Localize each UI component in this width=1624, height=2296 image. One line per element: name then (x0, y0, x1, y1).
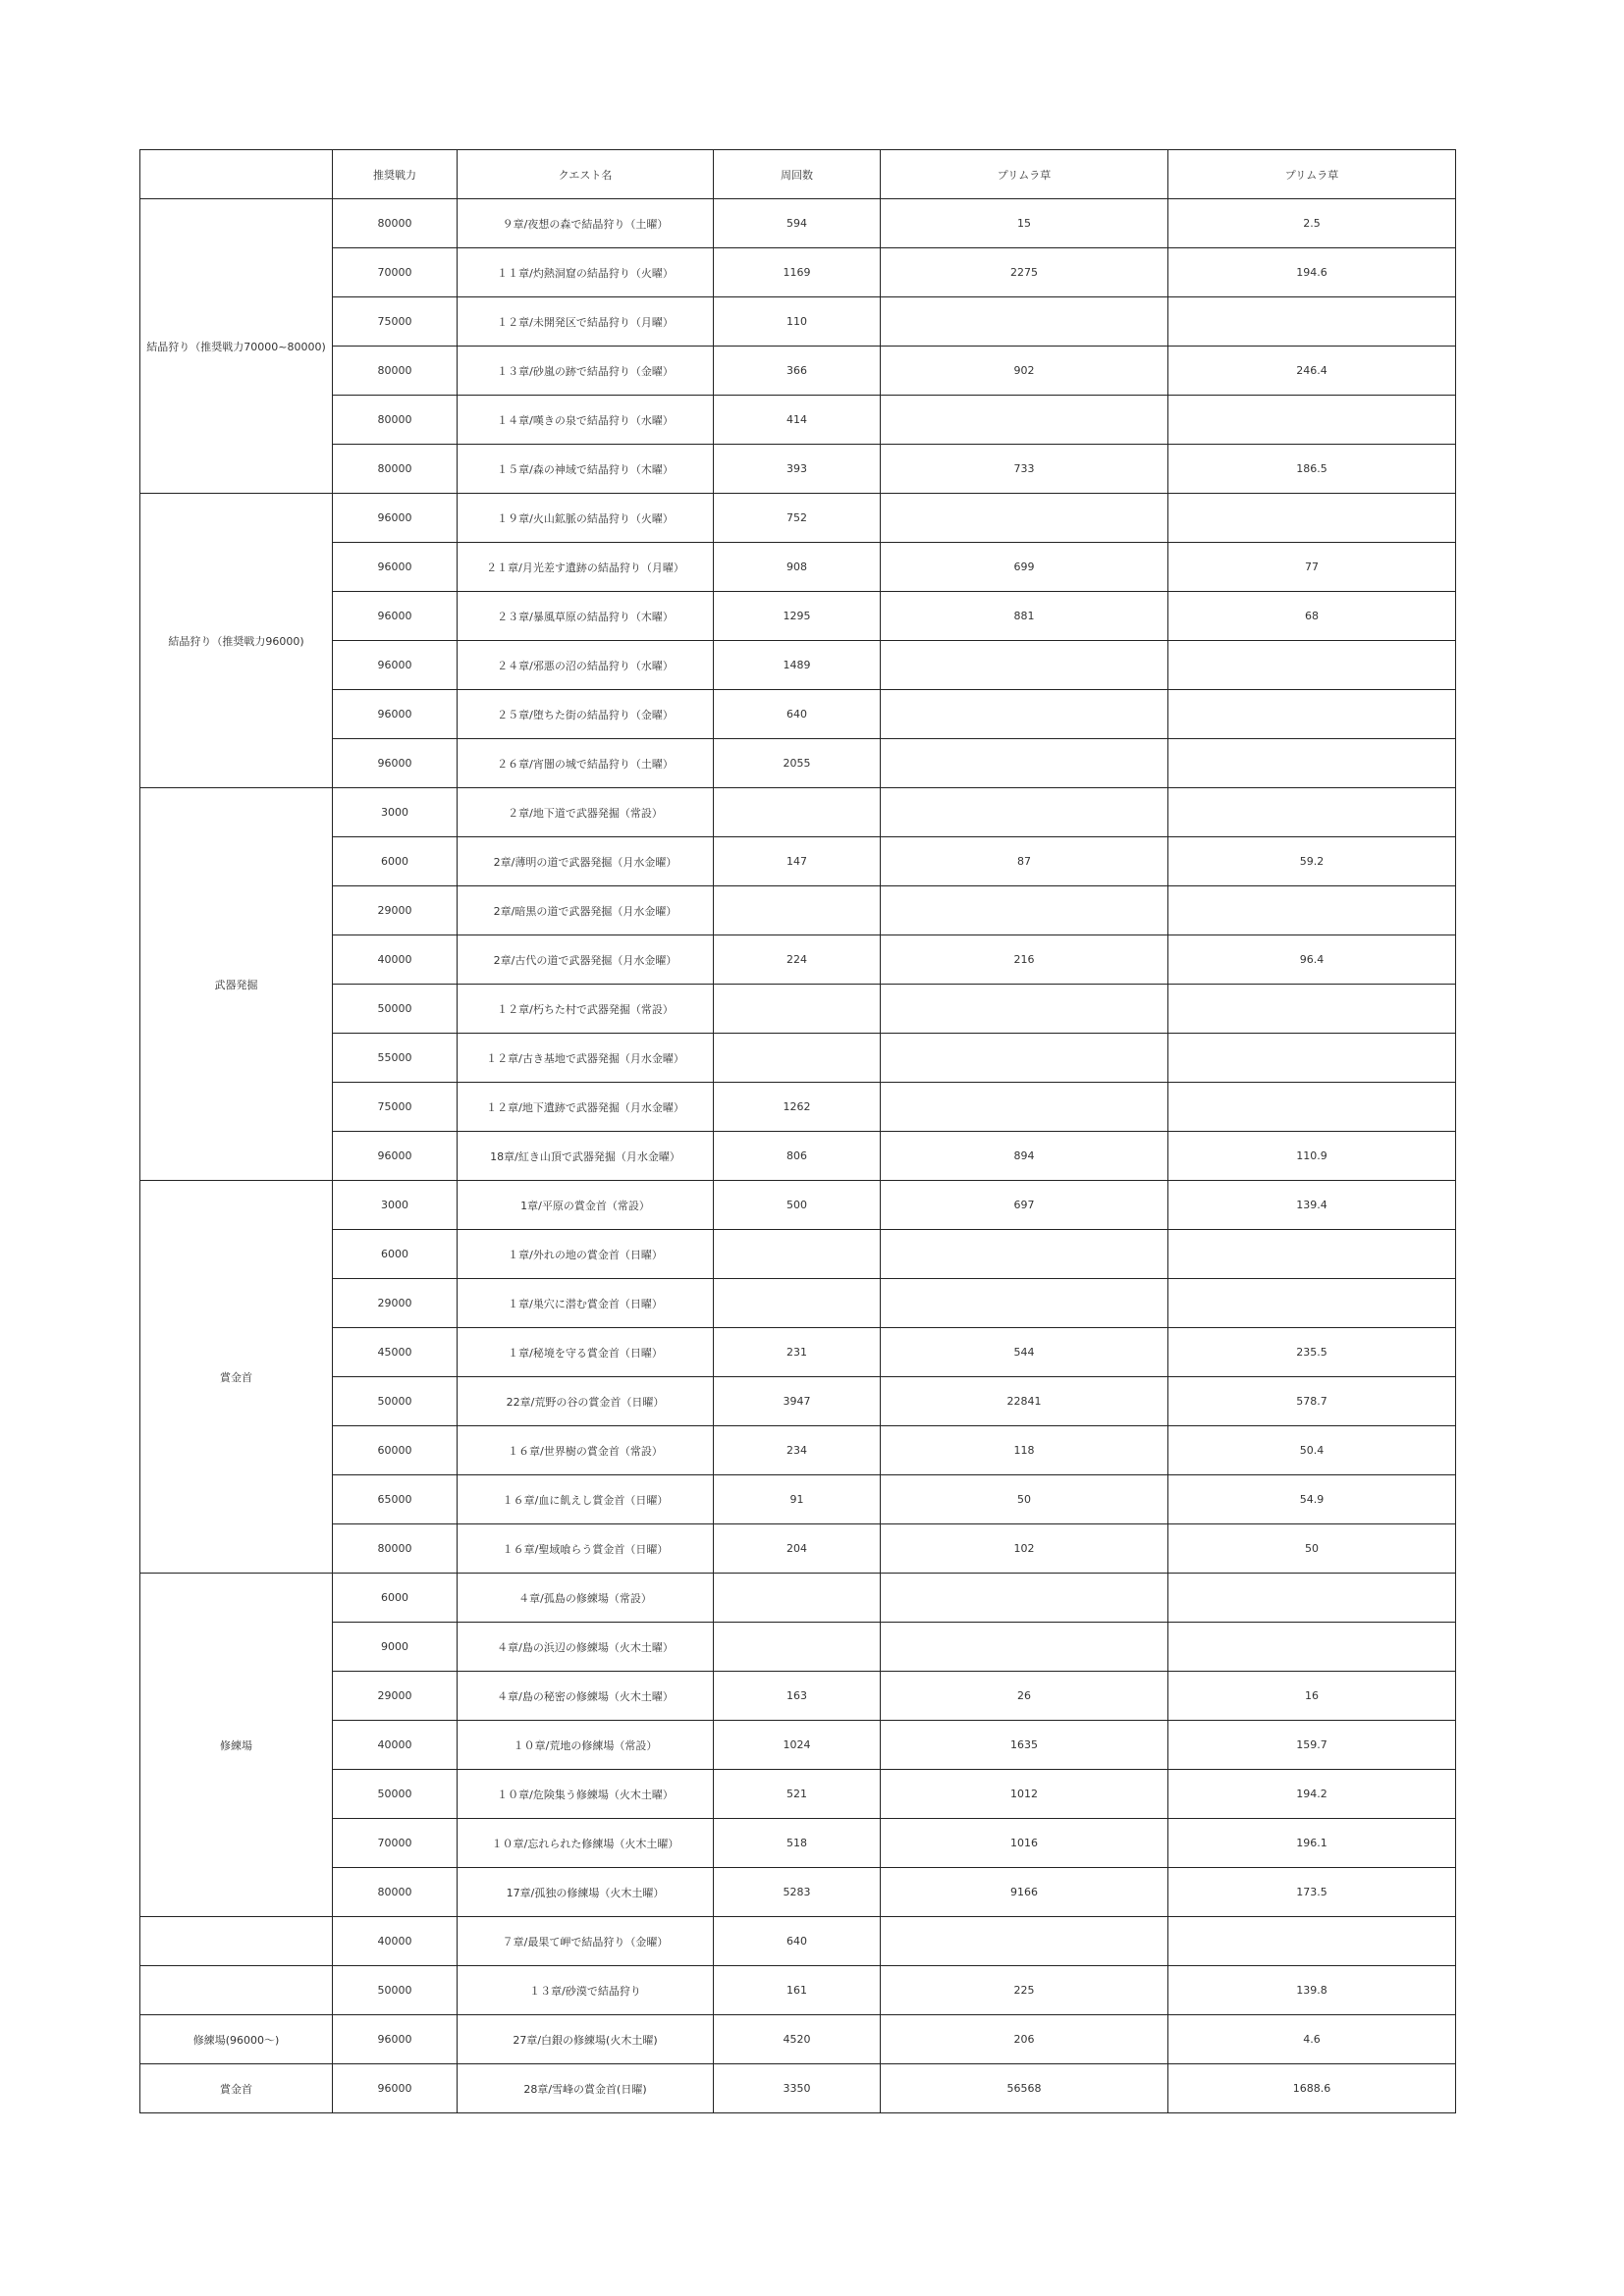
primula-herb-rate-cell (1168, 1623, 1456, 1672)
run-count-cell: 393 (714, 445, 881, 494)
run-count-cell: 908 (714, 543, 881, 592)
primula-herb-cell: 1012 (881, 1770, 1168, 1819)
quest-name-cell: ７章/最果て岬で結晶狩り（金曜） (458, 1917, 714, 1966)
primula-herb-cell (881, 739, 1168, 788)
recommended-power-cell: 80000 (333, 1868, 458, 1917)
recommended-power-cell: 50000 (333, 1377, 458, 1426)
recommended-power-cell: 80000 (333, 199, 458, 248)
run-count-cell: 366 (714, 347, 881, 396)
quest-name-cell: １２章/未開発区で結晶狩り（月曜） (458, 297, 714, 347)
run-count-cell: 5283 (714, 1868, 881, 1917)
table-row (140, 739, 1456, 788)
run-count-cell: 752 (714, 494, 881, 543)
primula-herb-rate-cell: 139.8 (1168, 1966, 1456, 2015)
recommended-power-header: 推奨戦力 (333, 150, 458, 199)
quest-name-cell: １０章/忘れられた修練場（火木土曜） (458, 1819, 714, 1868)
quest-name-cell: １３章/砂漠で結晶狩り (458, 1966, 714, 2015)
recommended-power-cell: 6000 (333, 1230, 458, 1279)
run-count-cell: 161 (714, 1966, 881, 2015)
primula-herb-rate-cell (1168, 1083, 1456, 1132)
primula-herb-rate-header: プリムラ草 (1168, 150, 1456, 199)
primula-herb-rate-cell: 139.4 (1168, 1181, 1456, 1230)
quest-name-cell: １２章/古き基地で武器発掘（月水金曜） (458, 1034, 714, 1083)
quest-name-cell: １１章/灼熱洞窟の結晶狩り（火曜） (458, 248, 714, 297)
primula-herb-rate-cell (1168, 494, 1456, 543)
primula-herb-rate-cell (1168, 297, 1456, 347)
quest-name-cell: １章/巣穴に潜む賞金首（日曜） (458, 1279, 714, 1328)
category-cell: 賞金首 (140, 2064, 333, 2113)
primula-herb-cell: 1635 (881, 1721, 1168, 1770)
primula-herb-rate-cell: 246.4 (1168, 347, 1456, 396)
primula-herb-cell: 894 (881, 1132, 1168, 1181)
run-count-cell: 1024 (714, 1721, 881, 1770)
category-header (140, 150, 333, 199)
recommended-power-cell: 80000 (333, 1524, 458, 1574)
primula-herb-cell: 225 (881, 1966, 1168, 2015)
table-row (140, 837, 1456, 886)
quest-name-cell: １０章/荒地の修練場（常設） (458, 1721, 714, 1770)
recommended-power-cell: 50000 (333, 985, 458, 1034)
run-count-header: 周回数 (714, 150, 881, 199)
run-count-cell: 640 (714, 690, 881, 739)
table-row (140, 1966, 1456, 2015)
table-row (140, 886, 1456, 935)
table-row (140, 1181, 1456, 1230)
run-count-cell: 500 (714, 1181, 881, 1230)
table-row (140, 248, 1456, 297)
run-count-cell: 231 (714, 1328, 881, 1377)
recommended-power-cell: 3000 (333, 788, 458, 837)
recommended-power-cell: 40000 (333, 1917, 458, 1966)
primula-herb-rate-cell (1168, 985, 1456, 1034)
primula-herb-rate-cell: 59.2 (1168, 837, 1456, 886)
primula-herb-rate-cell: 194.6 (1168, 248, 1456, 297)
primula-herb-rate-cell: 235.5 (1168, 1328, 1456, 1377)
primula-herb-cell: 56568 (881, 2064, 1168, 2113)
primula-herb-rate-cell (1168, 1917, 1456, 1966)
primula-herb-cell (881, 690, 1168, 739)
primula-herb-rate-cell (1168, 1034, 1456, 1083)
primula-herb-cell (881, 1574, 1168, 1623)
run-count-cell: 234 (714, 1426, 881, 1475)
quest-name-cell: １３章/砂嵐の跡で結晶狩り（金曜） (458, 347, 714, 396)
run-count-cell: 640 (714, 1917, 881, 1966)
primula-herb-cell (881, 985, 1168, 1034)
recommended-power-cell: 60000 (333, 1426, 458, 1475)
quest-name-cell: １章/外れの地の賞金首（日曜） (458, 1230, 714, 1279)
recommended-power-cell: 80000 (333, 445, 458, 494)
run-count-cell: 806 (714, 1132, 881, 1181)
primula-herb-rate-cell: 186.5 (1168, 445, 1456, 494)
quest-name-cell: ２６章/宵闇の城で結晶狩り（土曜） (458, 739, 714, 788)
run-count-cell: 1262 (714, 1083, 881, 1132)
recommended-power-cell: 50000 (333, 1966, 458, 2015)
recommended-power-cell: 29000 (333, 1672, 458, 1721)
recommended-power-cell: 70000 (333, 1819, 458, 1868)
table-row (140, 788, 1456, 837)
recommended-power-cell: 45000 (333, 1328, 458, 1377)
primula-herb-header: プリムラ草 (881, 150, 1168, 199)
table-row (140, 494, 1456, 543)
run-count-cell: 518 (714, 1819, 881, 1868)
run-count-cell (714, 985, 881, 1034)
run-count-cell (714, 1034, 881, 1083)
run-count-cell (714, 1623, 881, 1672)
recommended-power-cell: 70000 (333, 248, 458, 297)
recommended-power-cell: 96000 (333, 2015, 458, 2064)
primula-herb-cell (881, 1623, 1168, 1672)
primula-herb-cell: 699 (881, 543, 1168, 592)
quest-name-cell: 22章/荒野の谷の賞金首（日曜） (458, 1377, 714, 1426)
recommended-power-cell: 96000 (333, 592, 458, 641)
recommended-power-cell: 80000 (333, 396, 458, 445)
primula-herb-cell: 2275 (881, 248, 1168, 297)
recommended-power-cell: 40000 (333, 935, 458, 985)
run-count-cell: 91 (714, 1475, 881, 1524)
recommended-power-cell: 65000 (333, 1475, 458, 1524)
quest-name-cell: １６章/聖域喰らう賞金首（日曜） (458, 1524, 714, 1574)
primula-herb-rate-cell: 50.4 (1168, 1426, 1456, 1475)
table-row (140, 1623, 1456, 1672)
recommended-power-cell: 6000 (333, 1574, 458, 1623)
run-count-cell (714, 788, 881, 837)
quest-name-cell: ２３章/暴風草原の結晶狩り（木曜） (458, 592, 714, 641)
recommended-power-cell: 6000 (333, 837, 458, 886)
quest-data-table (139, 149, 1456, 2113)
quest-name-cell: ４章/孤島の修練場（常設） (458, 1574, 714, 1623)
table-row (140, 592, 1456, 641)
primula-herb-cell: 9166 (881, 1868, 1168, 1917)
quest-name-cell: １６章/世界樹の賞金首（常設） (458, 1426, 714, 1475)
primula-herb-cell: 881 (881, 592, 1168, 641)
primula-herb-cell: 206 (881, 2015, 1168, 2064)
primula-herb-cell: 87 (881, 837, 1168, 886)
primula-herb-rate-cell: 4.6 (1168, 2015, 1456, 2064)
table-row (140, 1034, 1456, 1083)
table-row (140, 1819, 1456, 1868)
primula-herb-cell: 50 (881, 1475, 1168, 1524)
quest-name-cell: ２５章/堕ちた街の結晶狩り（金曜） (458, 690, 714, 739)
primula-herb-rate-cell: 196.1 (1168, 1819, 1456, 1868)
table-row (140, 985, 1456, 1034)
run-count-cell: 4520 (714, 2015, 881, 2064)
primula-herb-rate-cell (1168, 690, 1456, 739)
quest-name-cell: ２４章/邪悪の沼の結晶狩り（水曜） (458, 641, 714, 690)
run-count-cell (714, 1279, 881, 1328)
table-row (140, 1083, 1456, 1132)
primula-herb-rate-cell: 68 (1168, 592, 1456, 641)
category-cell: 結晶狩り（推奨戦力70000~80000) (140, 199, 333, 494)
recommended-power-cell: 96000 (333, 641, 458, 690)
recommended-power-cell: 75000 (333, 1083, 458, 1132)
primula-herb-rate-cell (1168, 739, 1456, 788)
recommended-power-cell: 50000 (333, 1770, 458, 1819)
run-count-cell: 1169 (714, 248, 881, 297)
primula-herb-rate-cell: 16 (1168, 1672, 1456, 1721)
category-cell: 修練場(96000～) (140, 2015, 333, 2064)
table-row (140, 1672, 1456, 1721)
primula-herb-cell: 216 (881, 935, 1168, 985)
category-cell (140, 1917, 333, 1966)
primula-herb-rate-cell: 2.5 (1168, 199, 1456, 248)
quest-name-cell: 2章/古代の道で武器発掘（月水金曜） (458, 935, 714, 985)
quest-name-cell: 17章/孤独の修練場（火木土曜） (458, 1868, 714, 1917)
run-count-cell: 147 (714, 837, 881, 886)
run-count-cell: 224 (714, 935, 881, 985)
primula-herb-cell: 15 (881, 199, 1168, 248)
table-row (140, 2015, 1456, 2064)
quest-name-header: クエスト名 (458, 150, 714, 199)
run-count-cell: 3947 (714, 1377, 881, 1426)
quest-name-cell: ９章/夜想の森で結晶狩り（土曜） (458, 199, 714, 248)
recommended-power-cell: 96000 (333, 1132, 458, 1181)
table-row (140, 641, 1456, 690)
table-row (140, 1574, 1456, 1623)
primula-herb-rate-cell: 110.9 (1168, 1132, 1456, 1181)
primula-herb-cell (881, 641, 1168, 690)
quest-name-cell: １２章/朽ちた村で武器発掘（常設） (458, 985, 714, 1034)
primula-herb-rate-cell: 50 (1168, 1524, 1456, 1574)
header-row (140, 150, 1456, 199)
run-count-cell: 2055 (714, 739, 881, 788)
table-row (140, 1230, 1456, 1279)
category-cell: 武器発掘 (140, 788, 333, 1181)
run-count-cell: 594 (714, 199, 881, 248)
table-row (140, 1524, 1456, 1574)
recommended-power-cell: 75000 (333, 297, 458, 347)
table-row (140, 199, 1456, 248)
primula-herb-cell: 544 (881, 1328, 1168, 1377)
primula-herb-cell (881, 494, 1168, 543)
table-row (140, 543, 1456, 592)
run-count-cell: 414 (714, 396, 881, 445)
run-count-cell: 110 (714, 297, 881, 347)
primula-herb-rate-cell: 173.5 (1168, 1868, 1456, 1917)
quest-name-cell: １９章/火山鉱脈の結晶狩り（火曜） (458, 494, 714, 543)
primula-herb-rate-cell: 194.2 (1168, 1770, 1456, 1819)
table-row (140, 1475, 1456, 1524)
quest-name-cell: ２章/地下道で武器発掘（常設） (458, 788, 714, 837)
recommended-power-cell: 96000 (333, 543, 458, 592)
primula-herb-rate-cell: 1688.6 (1168, 2064, 1456, 2113)
run-count-cell (714, 1574, 881, 1623)
primula-herb-cell (881, 1279, 1168, 1328)
quest-name-cell: ２１章/月光差す遺跡の結晶狩り（月曜） (458, 543, 714, 592)
table-row (140, 1868, 1456, 1917)
table-row (140, 1426, 1456, 1475)
table-row (140, 396, 1456, 445)
primula-herb-rate-cell (1168, 396, 1456, 445)
quest-name-cell: ４章/島の秘密の修練場（火木土曜） (458, 1672, 714, 1721)
primula-herb-cell (881, 1230, 1168, 1279)
primula-herb-cell: 1016 (881, 1819, 1168, 1868)
recommended-power-cell: 96000 (333, 690, 458, 739)
quest-name-cell: １６章/血に飢えし賞金首（日曜） (458, 1475, 714, 1524)
quest-name-cell: １４章/嘆きの泉で結晶狩り（水曜） (458, 396, 714, 445)
quest-name-cell: 28章/雪峰の賞金首(日曜) (458, 2064, 714, 2113)
run-count-cell: 521 (714, 1770, 881, 1819)
run-count-cell: 163 (714, 1672, 881, 1721)
quest-name-cell: 2章/薄明の道で武器発掘（月水金曜） (458, 837, 714, 886)
primula-herb-rate-cell (1168, 886, 1456, 935)
recommended-power-cell: 96000 (333, 494, 458, 543)
run-count-cell: 1489 (714, 641, 881, 690)
primula-herb-cell (881, 886, 1168, 935)
table-row (140, 1917, 1456, 1966)
run-count-cell (714, 886, 881, 935)
recommended-power-cell: 40000 (333, 1721, 458, 1770)
primula-herb-rate-cell (1168, 1230, 1456, 1279)
quest-name-cell: ４章/島の浜辺の修練場（火木土曜） (458, 1623, 714, 1672)
quest-name-cell: １章/秘境を守る賞金首（日曜） (458, 1328, 714, 1377)
table-body (140, 150, 1456, 2113)
primula-herb-rate-cell: 54.9 (1168, 1475, 1456, 1524)
primula-herb-cell: 26 (881, 1672, 1168, 1721)
quest-name-cell: １５章/森の神域で結晶狩り（木曜） (458, 445, 714, 494)
table-row (140, 1377, 1456, 1426)
quest-name-cell: 18章/紅き山頂で武器発掘（月水金曜） (458, 1132, 714, 1181)
primula-herb-cell: 733 (881, 445, 1168, 494)
primula-herb-cell (881, 1083, 1168, 1132)
table-row (140, 1721, 1456, 1770)
quest-name-cell: 2章/暗黒の道で武器発掘（月水金曜） (458, 886, 714, 935)
table-row (140, 445, 1456, 494)
primula-herb-rate-cell (1168, 1574, 1456, 1623)
run-count-cell (714, 1230, 881, 1279)
primula-herb-cell (881, 788, 1168, 837)
recommended-power-cell: 96000 (333, 739, 458, 788)
table-row (140, 1132, 1456, 1181)
recommended-power-cell: 29000 (333, 886, 458, 935)
primula-herb-rate-cell (1168, 1279, 1456, 1328)
table-row (140, 2064, 1456, 2113)
primula-herb-rate-cell (1168, 641, 1456, 690)
run-count-cell: 1295 (714, 592, 881, 641)
category-cell: 修練場 (140, 1574, 333, 1917)
primula-herb-cell: 102 (881, 1524, 1168, 1574)
primula-herb-cell (881, 297, 1168, 347)
recommended-power-cell: 80000 (333, 347, 458, 396)
table-row (140, 1770, 1456, 1819)
recommended-power-cell: 29000 (333, 1279, 458, 1328)
primula-herb-cell (881, 1917, 1168, 1966)
table-row (140, 690, 1456, 739)
recommended-power-cell: 9000 (333, 1623, 458, 1672)
primula-herb-cell: 902 (881, 347, 1168, 396)
category-cell (140, 1966, 333, 2015)
primula-herb-rate-cell: 96.4 (1168, 935, 1456, 985)
recommended-power-cell: 96000 (333, 2064, 458, 2113)
quest-name-cell: 27章/白銀の修練場(火木土曜) (458, 2015, 714, 2064)
category-cell: 賞金首 (140, 1181, 333, 1574)
primula-herb-rate-cell: 77 (1168, 543, 1456, 592)
quest-name-cell: １０章/危険集う修練場（火木土曜） (458, 1770, 714, 1819)
primula-herb-cell (881, 396, 1168, 445)
primula-herb-cell: 118 (881, 1426, 1168, 1475)
run-count-cell: 204 (714, 1524, 881, 1574)
quest-name-cell: １２章/地下遺跡で武器発掘（月水金曜） (458, 1083, 714, 1132)
primula-herb-rate-cell (1168, 788, 1456, 837)
run-count-cell: 3350 (714, 2064, 881, 2113)
primula-herb-cell: 22841 (881, 1377, 1168, 1426)
primula-herb-rate-cell: 578.7 (1168, 1377, 1456, 1426)
table-row (140, 935, 1456, 985)
primula-herb-cell: 697 (881, 1181, 1168, 1230)
table-row (140, 1279, 1456, 1328)
primula-herb-rate-cell: 159.7 (1168, 1721, 1456, 1770)
table-row (140, 1328, 1456, 1377)
table-row (140, 297, 1456, 347)
table-row (140, 347, 1456, 396)
recommended-power-cell: 55000 (333, 1034, 458, 1083)
quest-name-cell: 1章/平原の賞金首（常設） (458, 1181, 714, 1230)
category-cell: 結晶狩り（推奨戦力96000) (140, 494, 333, 788)
recommended-power-cell: 3000 (333, 1181, 458, 1230)
primula-herb-cell (881, 1034, 1168, 1083)
